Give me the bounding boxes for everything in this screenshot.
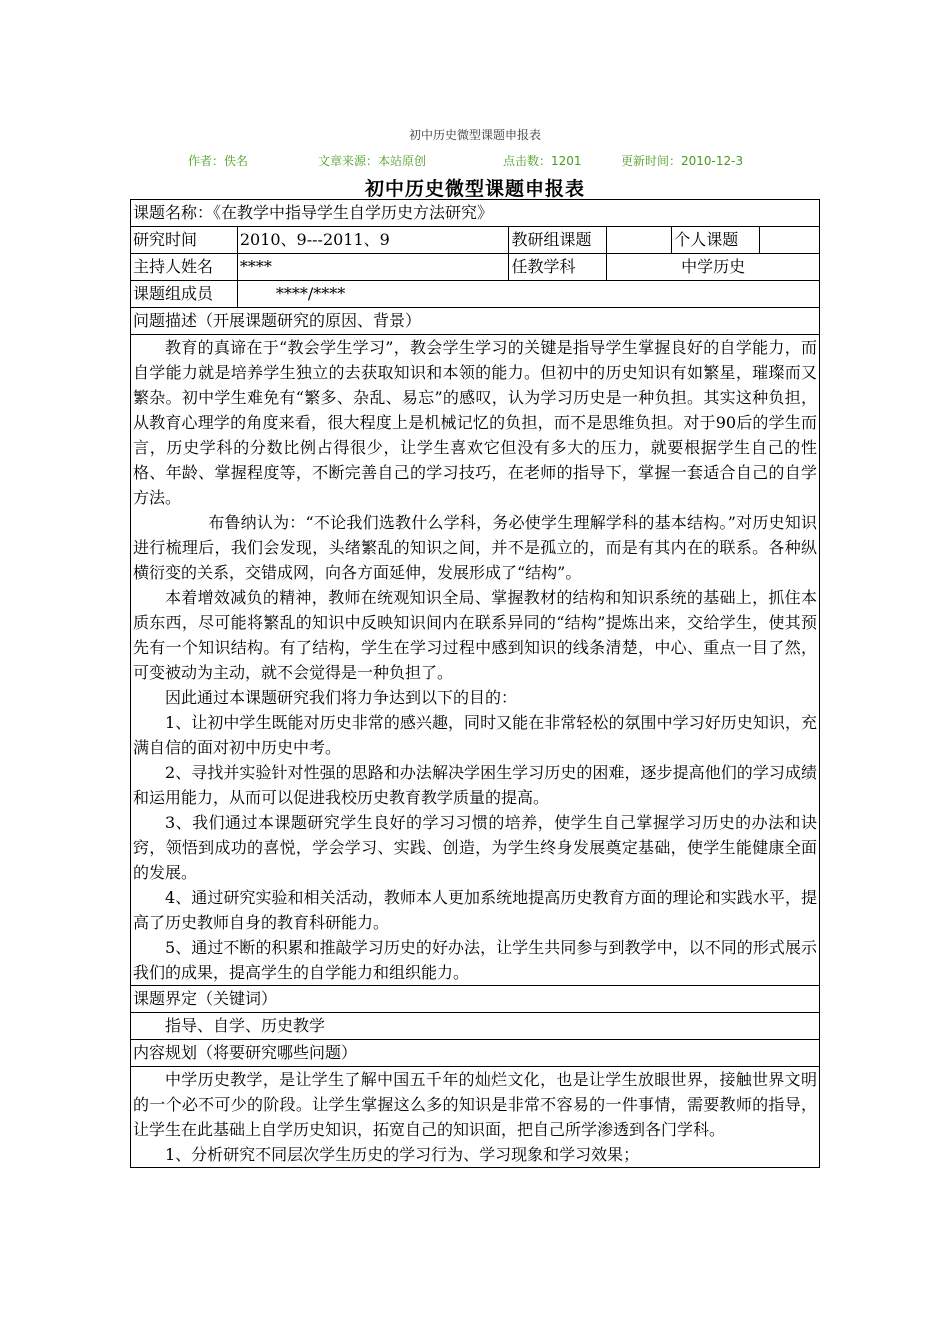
plan-heading: 内容规划（将要研究哪些问题） [131,1040,820,1067]
definition-heading: 课题界定（关键词） [131,986,820,1013]
source-text: 文章来源：本站原创 [318,154,427,168]
plan-paragraph: 1、分析研究不同层次学生历史的学习行为、学习现象和学习效果； [165,1145,640,1164]
author-text: 作者：佚名 [188,154,249,168]
problem-paragraph: 本着增效减负的精神，教师在统观知识全局、掌握教材的结构和知识系统的基础上，抓住本质东西，尽可能将繁乱的知识中反映知识间内在联系异同的“结构”提炼出来，交给学生，使其预先有一个知识结构。有了结构，学生在学习过程中感到知识的线条清楚，中心、重点一目了然，可变被动为主动，就不会觉得是一种负担了。 [133,588,817,682]
problem-heading: 问题描述（开展课题研究的原因、背景） [131,308,820,335]
topic-row [131,200,820,227]
members-value: ****/**** [237,281,819,308]
group-topic-check-cell [607,227,672,254]
group-topic-label: 教研组课题 [509,227,607,254]
problem-body-row [131,335,820,986]
members-label: 课题组成员 [131,281,238,308]
keywords-cell [131,1013,820,1040]
period-value: 2010、9---2011、9 [237,227,509,254]
clicks-label: 点击数： [503,154,552,168]
updated-value: 2010-12-3 [681,154,744,168]
problem-paragraph: 4、通过研究实验和相关活动，教师本人更加系统地提高历史教育方面的理论和实践水平，提高了历史教师自身的教育科研能力。 [133,888,817,932]
problem-paragraph: 2、寻找并实验针对性强的思路和办法解决学困生学习历史的困难，逐步提高他们的学习成绩和运用能力，从而可以促进我校历史教育教学质量的提高。 [133,763,817,807]
personal-topic-label: 个人课题 [672,227,760,254]
problem-paragraph: 3、我们通过本课题研究学生良好的学习习惯的培养，使学生自己掌握学习历史的办法和诀窍，领悟到成功的喜悦，学会学习、实践、创造，为学生终身发展奠定基础，使学生能健康全面的发展。 [133,813,817,882]
problem-heading-row [131,308,820,335]
subject-label: 任教学科 [509,254,607,281]
topic-cell [131,200,820,227]
application-form-table [130,199,820,1168]
problem-paragraph: 布鲁纳认为：“不论我们选教什么学科，务必使学生理解学科的基本结构。”对历史知识进行梳理后，我们会发现，头绪繁乱的知识之间，并不是孤立的，而是有其内在的联系。各种纵横衍变的关系，交错成网，向各方面延伸，发展形成了“结构”。 [133,513,817,582]
article-meta [188,152,788,169]
plan-body [131,1067,820,1168]
document-title: 初中历史微型课题申报表 [364,178,585,200]
plan-body-row [131,1067,820,1168]
problem-body [131,335,820,986]
plan-heading-row [131,1040,820,1067]
problem-paragraph: 教育的真谛在于“教会学生学习”，教会学生学习的关键是指导学生掌握良好的自学能力，而自学能力就是培养学生独立的去获取知识和本领的能力。但初中的历史知识有如繁星，璀璨而又繁杂。初中学生难免有“繁多、杂乱、易忘”的感叹，认为学习历史是一种负担。其实这种负担，从教育心理学的角度来看，很大程度上是机械记忆的负担，而不是思维负担。对于90后的学生而言，历史学科的分数比例占得很少，让学生喜欢它但没有多大的压力，就要根据学生自己的性格、年龄、掌握程度等，不断完善自己的学习技巧，在老师的指导下，掌握一套适合自己的自学方法。 [133,338,817,507]
host-label: 主持人姓名 [131,254,238,281]
plan-paragraph: 中学历史教学，是让学生了解中国五千年的灿烂文化，也是让学生放眼世界，接触世界文明的一个必不可少的阶段。让学生掌握这么多的知识是非常不容易的一件事情，需要教师的指导，让学生在此基础上自学历史知识，拓宽自己的知识面，把自己所学渗透到各门学科。 [133,1070,817,1139]
members-row [131,281,820,308]
updated-info [621,152,743,169]
host-value: **** [237,254,509,281]
problem-paragraph: 因此通过本课题研究我们将力争达到以下的目的： [165,688,518,707]
personal-topic-check-cell [760,227,820,254]
updated-label: 更新时间： [621,154,682,168]
problem-paragraph: 1、让初中学生既能对历史非常的感兴趣，同时又能在非常轻松的氛围中学习好历史知识，充满自信的面对初中历史中考。 [133,713,817,757]
host-row [131,254,820,281]
period-row [131,227,820,254]
problem-paragraph: 5、通过不断的积累和推敲学习历史的好办法，让学生共同参与到教学中，以不同的形式展示我们的成果，提高学生的自学能力和组织能力。 [133,938,817,982]
subject-value: 中学历史 [607,254,820,281]
clicks-value: 1201 [551,154,582,168]
topic-label: 课题名称： [133,203,214,222]
topic-value: 《在教学中指导学生自学历史方法研究》 [213,203,494,222]
period-label: 研究时间 [131,227,238,254]
keywords-row [131,1013,820,1040]
keywords-text: 指导、自学、历史教学 [165,1016,326,1035]
page-small-title: 初中历史微型课题申报表 [408,128,541,142]
definition-heading-row [131,986,820,1013]
clicks-info [503,152,621,169]
